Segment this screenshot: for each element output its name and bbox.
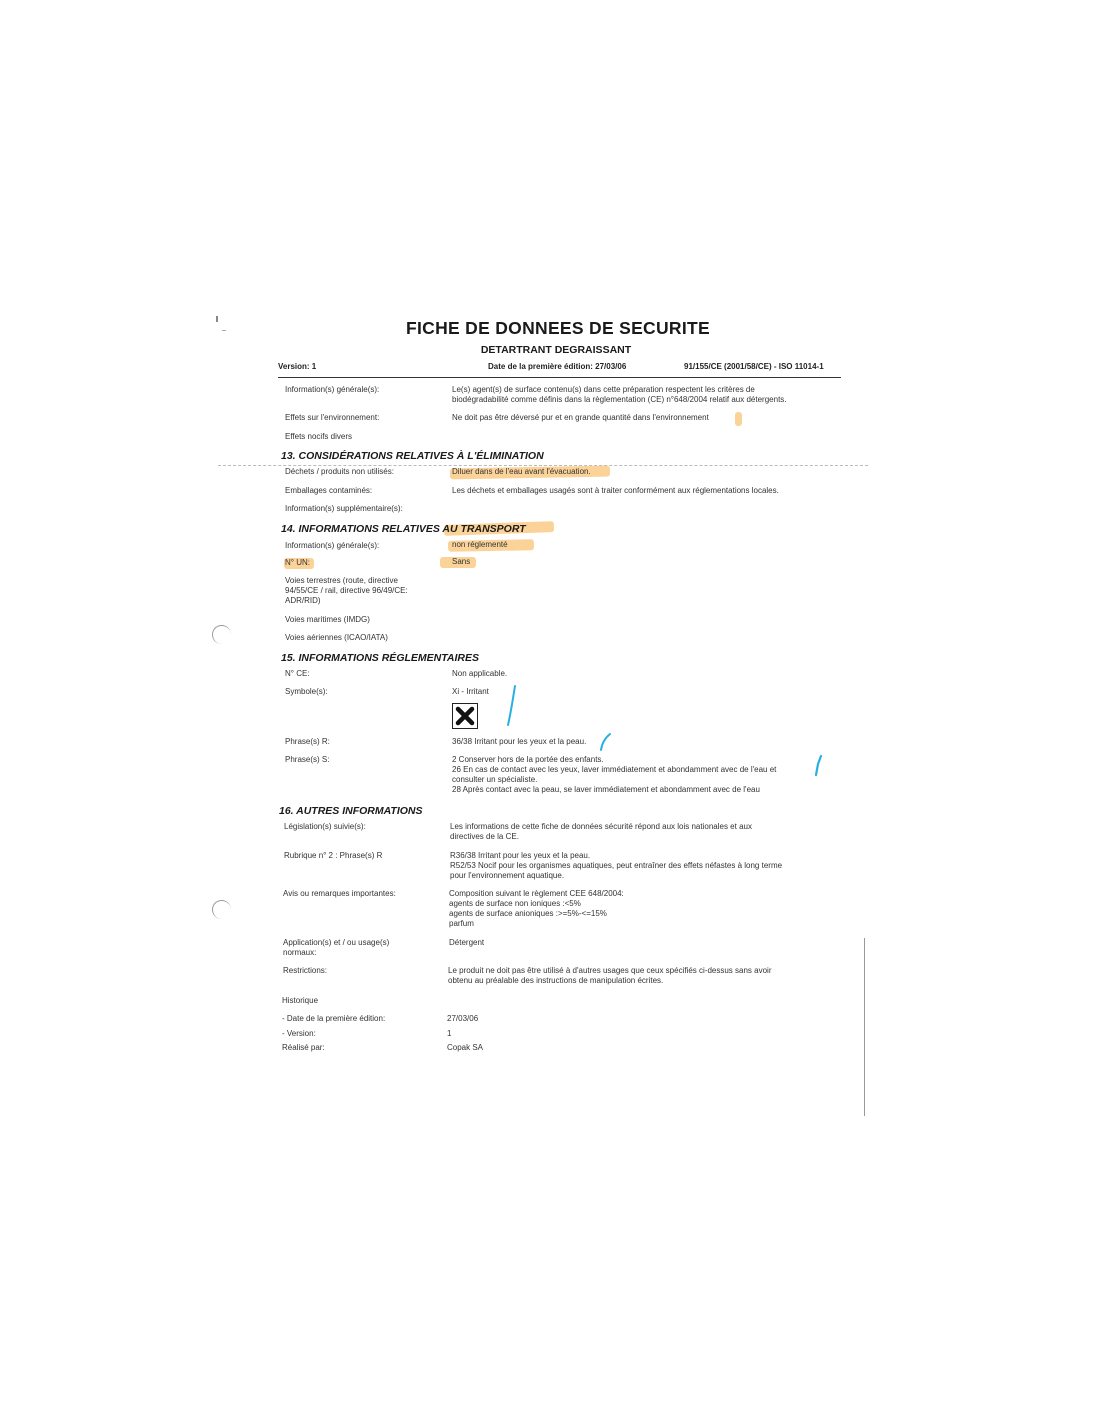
first-edition-date: Date de la première édition: 27/03/06 — [488, 362, 627, 371]
label-unused-waste: Déchets / produits non utilisés: — [285, 467, 394, 476]
value-symbols: Xi - Irritant — [452, 687, 489, 696]
value-s-phrases: 2 Conserver hors de la portée des enfants. 26 En cas de contact avec les yeux, laver immédiatement et abondamment avec de l'eau et consulter un spécialiste. 28 Après contact avec la peau, se laver immédiatement et abondamment avec de l'eau — [452, 755, 777, 794]
label-s-phrases: Phrase(s) S: — [285, 755, 330, 764]
label-legislation: Législation(s) suivie(s): — [284, 822, 366, 831]
scan-edge-line — [864, 938, 865, 1116]
label-version: - Version: — [282, 1029, 316, 1038]
label-produced-by: Réalisé par: — [282, 1043, 325, 1052]
label-sea-transport: Voies maritimes (IMDG) — [285, 615, 370, 624]
label-additional-info: Information(s) supplémentaire(s): — [285, 504, 403, 513]
value-environment-effects: Ne doit pas être déversé pur et en grande quantité dans l'environnement — [452, 413, 709, 422]
label-restrictions: Restrictions: — [283, 966, 328, 975]
section-15-heading: 15. INFORMATIONS RÉGLEMENTAIRES — [281, 652, 479, 664]
label-r-phrases: Phrase(s) R: — [285, 737, 330, 746]
label-other-harmful-effects: Effets nocifs divers — [285, 432, 352, 441]
value-r-phrases: 36/38 Irritant pour les yeux et la peau. — [452, 737, 587, 746]
value-first-edition: 27/03/06 — [447, 1014, 479, 1023]
punch-hole-bottom — [212, 900, 231, 919]
value-section2-r-phrases: R36/38 Irritant pour les yeux et la peau. R52/53 Nocif pour les organismes aquatiques, peut entraîner des effets néfastes à long terme pour l'environnement aquatique. — [450, 851, 783, 880]
value-transport-general: non réglementé — [452, 540, 508, 549]
label-normal-usage: Application(s) et / ou usage(s) normaux: — [283, 938, 390, 957]
label-transport-general: Information(s) générale(s): — [285, 541, 380, 550]
product-name: DETARTRANT DEGRAISSANT — [480, 344, 632, 356]
section-13-heading: 13. CONSIDÉRATIONS RELATIVES À L'ÉLIMINATION — [281, 450, 544, 462]
label-air-transport: Voies aériennes (ICAO/IATA) — [285, 633, 388, 642]
value-normal-usage: Détergent — [449, 938, 485, 947]
value-unused-waste: Diluer dans de l'eau avant l'évacuation. — [452, 467, 591, 476]
label-ec-number: N° CE: — [285, 669, 310, 678]
value-ec-number: Non applicable. — [452, 669, 508, 678]
label-land-transport: Voies terrestres (route, directive 94/55/CE / rail, directive 96/49/CE: ADR/RID) — [285, 576, 408, 605]
label-symbols: Symbole(s): — [285, 687, 328, 696]
value-version: 1 — [447, 1029, 452, 1038]
value-important-remarks: Composition suivant le règlement CEE 648/2004: agents de surface non ioniques :<5% agents de surface anioniques :>=5%-<=15% parfum — [449, 889, 624, 928]
header-rule — [278, 377, 841, 378]
label-un-number: N° UN: — [285, 558, 310, 567]
x-cross-icon — [452, 703, 478, 729]
norm-references: 91/155/CE (2001/58/CE) - ISO 11014-1 — [684, 362, 824, 371]
label-history: Historique — [282, 996, 319, 1005]
value-restrictions: Le produit ne doit pas être utilisé à d'autres usages que ceux spécifiés ci-dessus sans avoir obtenu au préalable des instructions de manipulation écrites. — [448, 966, 772, 985]
pen-tick-mark — [504, 684, 518, 728]
label-important-remarks: Avis ou remarques importantes: — [283, 889, 396, 898]
value-produced-by: Copak SA — [447, 1043, 484, 1052]
value-legislation: Les informations de cette fiche de données sécurité répond aux lois nationales et aux directives de la CE. — [450, 822, 752, 841]
section-16-heading: 16. AUTRES INFORMATIONS — [279, 805, 423, 817]
punch-hole-top — [212, 625, 231, 644]
label-first-edition: - Date de la première édition: — [282, 1014, 386, 1023]
document-title: FICHE DE DONNEES DE SECURITE — [406, 318, 710, 338]
label-contaminated-packaging: Emballages contaminés: — [285, 486, 373, 495]
version-label: Version: 1 — [278, 362, 317, 371]
label-general-info: Information(s) générale(s): — [285, 385, 380, 394]
value-contaminated-packaging: Les déchets et emballages usagés sont à traiter conformément aux réglementations locales. — [452, 486, 779, 495]
pen-tick-mark — [812, 754, 824, 778]
label-section2-r-phrases: Rubrique n° 2 : Phrase(s) R — [284, 851, 383, 860]
value-general-info: Le(s) agent(s) de surface contenu(s) dans cette préparation respectent les critères de biodégradabilité comme définis dans la règlementation (CE) n°648/2004 relatif aux détergents. — [452, 385, 787, 404]
label-environment-effects: Effets sur l'environnement: — [285, 413, 380, 422]
pen-tick-mark — [598, 732, 612, 752]
value-un-number: Sans — [452, 557, 471, 566]
section-14-heading: 14. INFORMATIONS RELATIVES AU TRANSPORT — [281, 523, 526, 535]
